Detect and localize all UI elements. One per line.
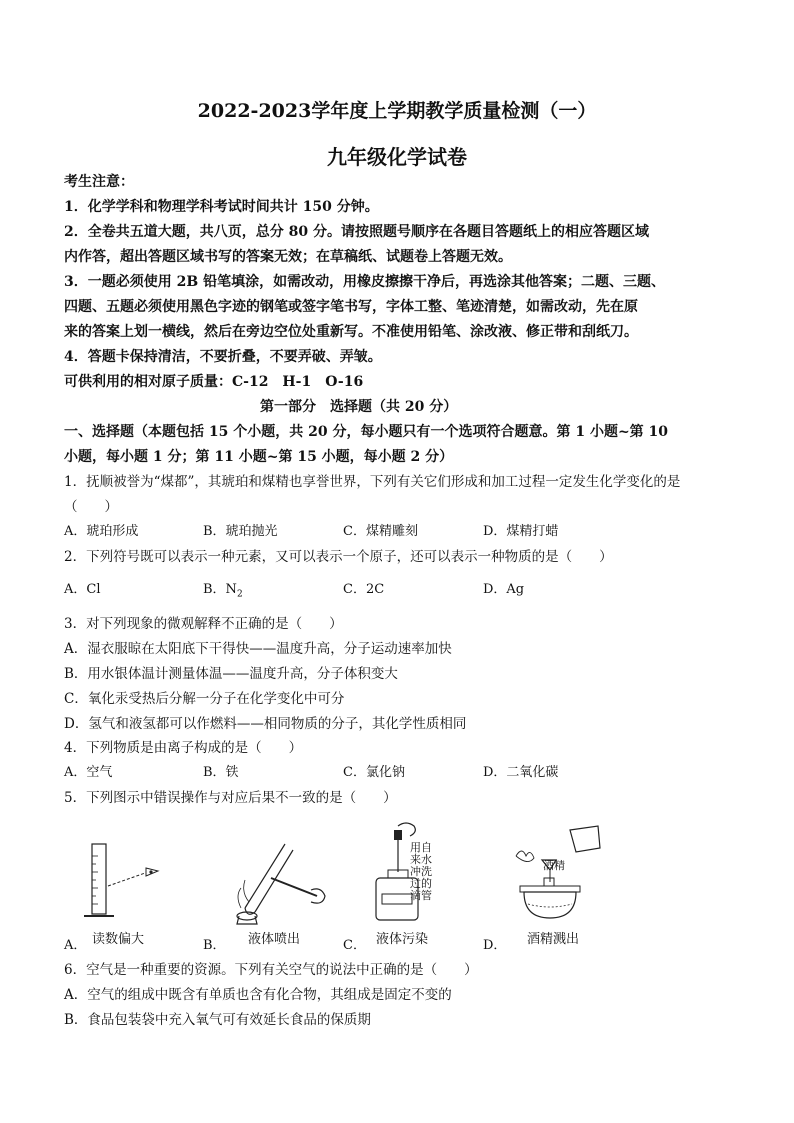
measuring-cylinder-figure (80, 838, 170, 920)
q5-caption-a: 读数偏大 (92, 932, 145, 947)
q4-stem: 4．下列物质是由离子构成的是（ ） (64, 740, 303, 756)
q2-option-b-subscript: 2 (236, 589, 243, 600)
q5-fig-c-note (410, 842, 432, 902)
q2-option-b-text: B．N (203, 582, 237, 597)
q6-stem: 6．空气是一种重要的资源。下列有关空气的说法中正确的是（ ） (64, 962, 478, 978)
q3-option-c: C．氧化汞受热后分解一分子在化学变化中可分 (64, 691, 345, 707)
q4-option-d: D．二氧化碳 (483, 765, 559, 780)
q5-option-d: D． (483, 938, 507, 953)
fig-c-note-1: 用自 (410, 841, 432, 854)
q6-option-a: A．空气的组成中既含有单质也含有化合物，其组成是固定不变的 (64, 987, 452, 1003)
q4-option-b: B．铁 (203, 765, 239, 780)
q5-caption-b: 液体喷出 (248, 932, 301, 947)
notice-item-4: 4．答题卡保持清洁，不要折叠，不要弄破、弄皱。 (64, 349, 382, 365)
section1-instructions-cont: 小题，每小题 1 分；第 11 小题~第 15 小题，每小题 2 分） (64, 449, 454, 465)
fig-c-note-3: 冲洗 (410, 865, 432, 878)
q5-fig-d-note: 酒精 (543, 859, 565, 872)
q1-option-c: C．煤精雕刻 (343, 524, 418, 539)
q1-option-d: D．煤精打蜡 (483, 524, 559, 539)
part1-heading: 第一部分 选择题（共 20 分） (260, 399, 458, 415)
notice-item-3-cont-2: 来的答案上划一横线，然后在旁边空位处重新写。不准使用铅笔、涂改液、修正带和刮纸刀。 (64, 324, 638, 340)
q4-option-a: A．空气 (64, 765, 113, 780)
q1-option-a: A．琥珀形成 (64, 524, 139, 539)
atomic-masses: 可供利用的相对原子质量：C-12 H-1 O-16 (64, 374, 364, 390)
q3-stem: 3．对下列现象的微观解释不正确的是（ ） (64, 616, 343, 632)
q1-option-b: B．琥珀抛光 (203, 524, 278, 539)
notice-item-3: 3．一题必须使用 2B 铅笔填涂，如需改动，用橡皮擦擦干净后，再选涂其他答案；二题、三题、 (64, 274, 666, 290)
fig-c-note-5: 滴管 (410, 889, 432, 902)
q6-option-b: B．食品包装袋中充入氧气可有效延长食品的保质期 (64, 1012, 371, 1028)
q5-caption-d: 酒精溅出 (527, 932, 580, 947)
q5-option-a: A． (64, 938, 87, 953)
q3-option-a: A．湿衣服晾在太阳底下干得快——温度升高，分子运动速率加快 (64, 641, 452, 657)
q2-stem: 2．下列符号既可以表示一种元素，又可以表示一个原子，还可以表示一种物质的是（ ） (64, 549, 613, 565)
q4-option-c: C．氯化钠 (343, 765, 405, 780)
q2-option-c: C．2C (343, 582, 385, 597)
q5-option-b: B． (203, 938, 226, 953)
q3-option-d: D．氢气和液氢都可以作燃料——相同物质的分子，其化学性质相同 (64, 716, 467, 732)
exam-subtitle: 九年级化学试卷 (327, 145, 467, 169)
notice-item-2-cont: 内作答，超出答题区域书写的答案无效；在草稿纸、试题卷上答题无效。 (64, 249, 512, 265)
q5-stem: 5．下列图示中错误操作与对应后果不一致的是（ ） (64, 790, 397, 806)
notice-item-3-cont-1: 四题、五题必须使用黑色字迹的钢笔或签字笔书写，字体工整、笔迹清楚，如需改动，先在原 (64, 299, 638, 315)
fig-c-note-4: 过的 (410, 877, 432, 890)
exam-title: 2022-2023学年度上学期教学质量检测（一） (197, 100, 597, 122)
fig-c-note-2: 来水 (410, 853, 432, 866)
q2-option-a: A．Cl (64, 582, 101, 597)
q2-option-d: D．Ag (483, 582, 525, 597)
notice-item-2: 2．全卷共五道大题，共八页，总分 80 分。请按照题号顺序在各题目答题纸上的相应答题区域 (64, 224, 649, 240)
test-tube-heating-figure (225, 838, 335, 926)
q5-caption-c: 液体污染 (376, 932, 429, 947)
section1-instructions: 一、选择题（本题包括 15 个小题，共 20 分，每小题只有一个选项符合题意。第 1 小题~第 10 (64, 424, 669, 440)
notice-heading: 考生注意： (64, 174, 134, 190)
q1-stem: 1．抚顺被誉为“煤都”，其琥珀和煤精也享誉世界，下列有关它们形成和加工过程一定发生化学变化的是 (64, 474, 681, 490)
q3-option-b: B．用水银体温计测量体温——温度升高，分子体积变大 (64, 666, 398, 682)
q1-stem-bracket: （ ） (64, 499, 118, 515)
q5-option-c: C． (343, 938, 366, 953)
notice-item-1: 1．化学学科和物理学科考试时间共计 150 分钟。 (64, 199, 379, 215)
q2-option-b (203, 580, 243, 605)
